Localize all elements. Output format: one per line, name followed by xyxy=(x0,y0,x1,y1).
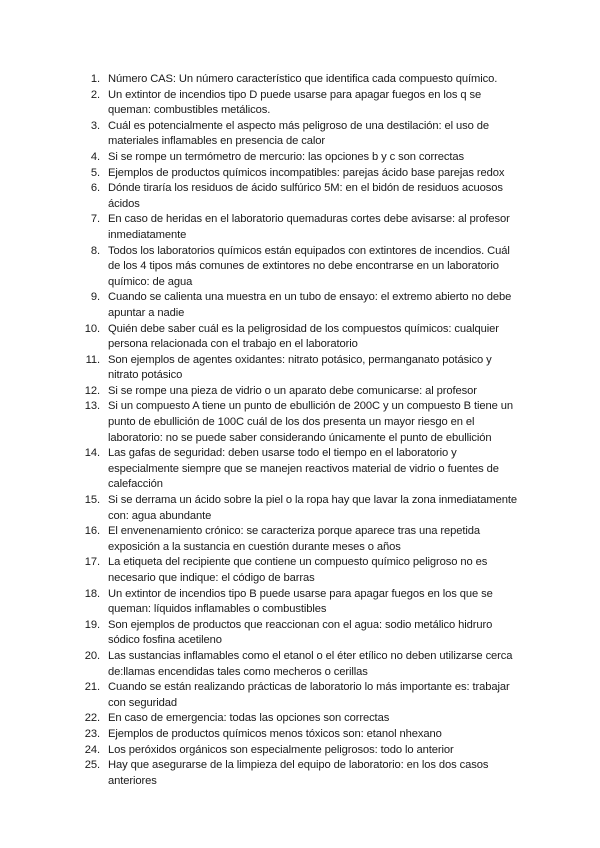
list-item xyxy=(0,680,600,711)
list-item xyxy=(0,166,600,182)
list-item xyxy=(0,181,600,212)
list-item xyxy=(0,150,600,166)
item-number: 9 . xyxy=(62,290,100,306)
list-item xyxy=(0,322,600,353)
item-number: 8 . xyxy=(62,244,100,260)
list-item xyxy=(0,711,600,727)
item-text: Cuando se están realizando prácticas de laboratorio lo más importante es: trabajar con seguridad xyxy=(108,681,510,709)
item-number: 23 . xyxy=(62,727,100,743)
list-item xyxy=(0,384,600,400)
item-text: Si se rompe una pieza de vidrio o un aparato debe comunicarse: al profesor xyxy=(108,384,477,397)
item-text: Un extintor de incendios tipo D puede usarse para apagar fuegos en los q se queman: combustibles metálicos. xyxy=(108,88,482,117)
item-text: Si se derrama un ácido sobre la piel o la ropa hay que lavar la zona inmediatamente con: agua abundante xyxy=(108,494,517,522)
item-text: En caso de heridas en el laboratorio quemaduras cortes debe avisarse: al profesor inmediatamente xyxy=(108,213,510,241)
item-text: Cuando se calienta una muestra en un tubo de ensayo: el extremo abierto no debe apuntar a nadie xyxy=(108,291,512,319)
item-number: 3 . xyxy=(62,119,100,135)
list-item xyxy=(0,88,600,119)
item-text: Ejemplos de productos químicos menos tóxicos son: etanol nhexano xyxy=(108,727,442,740)
list-item xyxy=(0,649,600,680)
item-number: 22 . xyxy=(62,711,100,727)
item-number: 2 . xyxy=(62,88,100,104)
item-text: Número CAS: Un número característico que identifica cada compuesto químico. xyxy=(108,73,498,85)
item-text: Cuál es potencialmente el aspecto más peligroso de una destilación: el uso de materiales inflamables en presencia de calor xyxy=(108,119,489,148)
item-number: 20 . xyxy=(62,649,100,665)
item-number: 1 . xyxy=(62,72,100,88)
item-text: Todos los laboratorios químicos están equipados con extintores de incendios. Cuál de los 4 tipos más comunes de extintores no debe encontrarse en un laboratorio químico: de agua xyxy=(108,244,510,288)
list-item xyxy=(0,290,600,321)
list-item xyxy=(0,399,600,446)
item-text: Ejemplos de productos químicos incompatibles: parejas ácido base parejas redox xyxy=(108,166,505,179)
item-text: Los peróxidos orgánicos son especialmente peligrosos: todo lo anterior xyxy=(108,743,454,756)
item-text: Son ejemplos de agentes oxidantes: nitrato potásico, permanganato potásico y nitrato potásico xyxy=(108,353,492,382)
list-item xyxy=(0,212,600,243)
list-item xyxy=(0,244,600,291)
list-item xyxy=(0,555,600,586)
list-item xyxy=(0,587,600,618)
item-number: 24 . xyxy=(62,743,100,759)
list-item xyxy=(0,446,600,493)
item-number: 25 . xyxy=(62,758,100,774)
question-answer-list xyxy=(0,72,600,789)
item-number: 12 . xyxy=(62,384,100,400)
item-number: 17 . xyxy=(62,555,100,571)
item-text: La etiqueta del recipiente que contiene un compuesto químico peligroso no es necesario que indique: el código de barras xyxy=(108,556,488,584)
list-item xyxy=(0,758,600,789)
item-text: Si se rompe un termómetro de mercurio: las opciones b y c son correctas xyxy=(108,150,465,163)
item-text: Hay que asegurarse de la limpieza del equipo de laboratorio: en los dos casos anteriores xyxy=(108,759,489,787)
item-number: 18 . xyxy=(62,587,100,603)
item-number: 4 . xyxy=(62,150,100,166)
list-item xyxy=(0,727,600,743)
item-number: 5 . xyxy=(62,166,100,182)
item-number: 16 . xyxy=(62,524,100,540)
item-text: El envenenamiento crónico: se caracteriza porque aparece tras una repetida exposición a la sustancia en cuestión durante meses o años xyxy=(108,525,480,553)
item-number: 6 . xyxy=(62,181,100,197)
item-text: Son ejemplos de productos que reaccionan con el agua: sodio metálico hidruro sódico fosfina acetileno xyxy=(108,618,493,647)
item-text: Un extintor de incendios tipo B puede usarse para apagar fuegos en los que se queman: líquidos inflamables o combustibles xyxy=(108,587,493,616)
item-text: Si un compuesto A tiene un punto de ebullición de 200C y un compuesto B tiene un punto de ebullición de 100C cuál de los dos presenta un mayor riesgo en el laboratorio: no se puede saber considerando únicamente el punto de ebullición xyxy=(108,400,513,444)
item-number: 14 . xyxy=(62,446,100,462)
list-item xyxy=(0,353,600,384)
list-item xyxy=(0,119,600,150)
item-number: 13 . xyxy=(62,399,100,415)
list-item xyxy=(0,493,600,524)
item-number: 15 . xyxy=(62,493,100,509)
item-number: 10 . xyxy=(62,322,100,338)
list-item xyxy=(0,72,600,88)
list-item xyxy=(0,743,600,759)
item-text: Las sustancias inflamables como el etanol o el éter etílico no deben utilizarse cerca de:llamas encendidas tales como mecheros o cerillas xyxy=(108,649,513,678)
item-text: Las gafas de seguridad: deben usarse todo el tiempo en el laboratorio y especialmente siempre que se manejen reactivos material de vidrio o fuentes de calefacción xyxy=(108,447,499,491)
item-text: Dónde tiraría los residuos de ácido sulfúrico 5M: en el bidón de residuos acuosos ácidos xyxy=(108,182,503,210)
list-item xyxy=(0,524,600,555)
list-item xyxy=(0,618,600,649)
item-number: 11 . xyxy=(62,353,100,369)
item-text: Quién debe saber cuál es la peligrosidad de los compuestos químicos: cualquier persona relacionada con el trabajo en el laboratorio xyxy=(108,322,499,351)
item-number: 19 . xyxy=(62,618,100,634)
item-number: 21 . xyxy=(62,680,100,696)
item-number: 7 . xyxy=(62,212,100,228)
item-text: En caso de emergencia: todas las opciones son correctas xyxy=(108,712,390,725)
